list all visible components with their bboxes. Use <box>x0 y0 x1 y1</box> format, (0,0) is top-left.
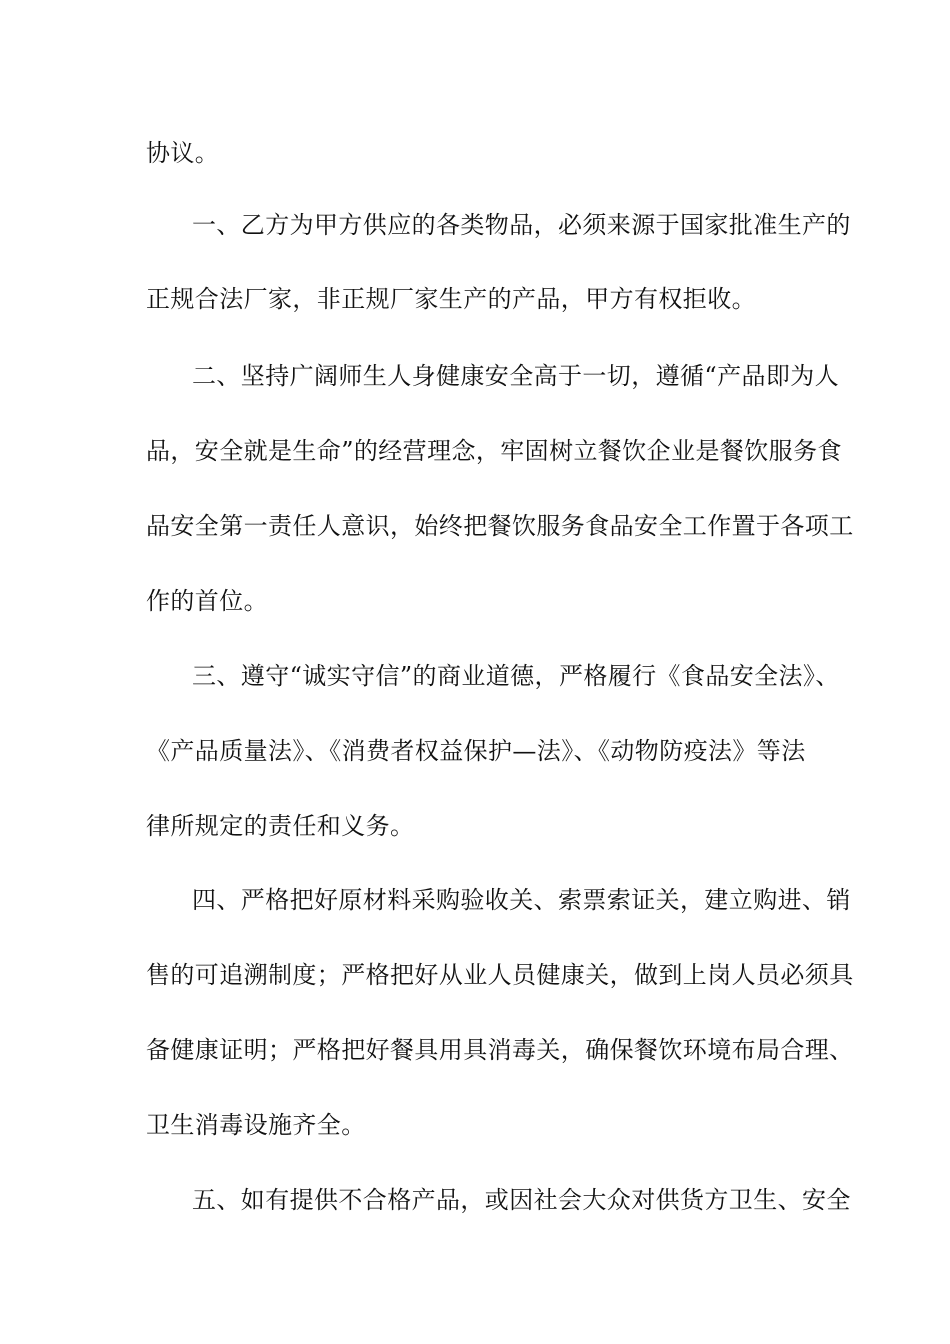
paragraph-1-line-1: 一、乙方为甲方供应的各类物品，必须来源于国家批准生产的 <box>192 211 851 239</box>
paragraph-4-line-4: 卫生消毒设施齐全。 <box>146 1111 366 1139</box>
paragraph-4-line-1: 四、严格把好原材料采购验收关、索票索证关，建立购进、销 <box>192 886 851 914</box>
paragraph-3-line-1: 三、遵守“诚实守信”的商业道德，严格履行《食品安全法》、 <box>192 662 840 690</box>
paragraph-3-line-3: 律所规定的责任和义务。 <box>146 812 415 840</box>
text-line-1: 协议。 <box>146 139 220 167</box>
paragraph-3-line-2: 《产品质量法》、《消费者权益保护—法》、《动物防疫法》等法 <box>146 737 806 765</box>
paragraph-4-line-2: 售的可追溯制度；严格把好从业人员健康关，做到上岗人员必须具 <box>146 961 854 989</box>
paragraph-2-line-2: 品，安全就是生命”的经营理念，牢固树立餐饮企业是餐饮服务食 <box>146 437 842 465</box>
paragraph-2-line-4: 作的首位。 <box>146 587 268 615</box>
paragraph-5-line-1: 五、如有提供不合格产品，或因社会大众对供货方卫生、安全 <box>192 1186 851 1214</box>
paragraph-4-line-3: 备健康证明；严格把好餐具用具消毒关，确保餐饮环境布局合理、 <box>146 1036 854 1064</box>
paragraph-1-line-2: 正规合法厂家，非正规厂家生产的产品，甲方有权拒收。 <box>146 285 756 313</box>
paragraph-2-line-1: 二、坚持广阔师生人身健康安全高于一切，遵循“产品即为人 <box>192 362 840 390</box>
paragraph-2-line-3: 品安全第一责任人意识，始终把餐饮服务食品安全工作置于各项工 <box>146 512 854 540</box>
